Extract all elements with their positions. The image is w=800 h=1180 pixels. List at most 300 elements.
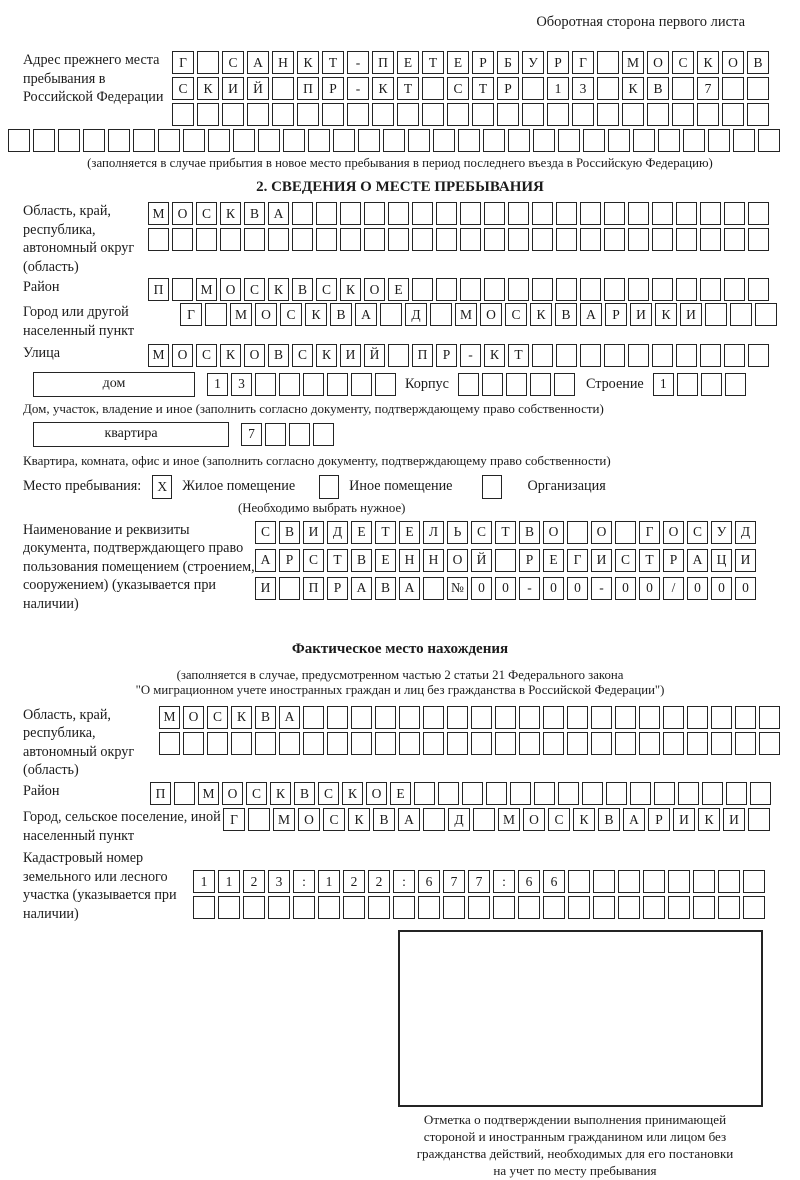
char-cell[interactable] bbox=[472, 103, 494, 126]
char-cell[interactable] bbox=[279, 732, 300, 755]
char-cell[interactable] bbox=[647, 103, 669, 126]
char-cell[interactable]: 0 bbox=[543, 577, 564, 600]
char-cell[interactable]: Й bbox=[471, 549, 492, 572]
organization-checkbox[interactable] bbox=[482, 475, 502, 499]
char-cell[interactable] bbox=[292, 202, 313, 225]
char-cell[interactable] bbox=[293, 896, 315, 919]
char-cell[interactable]: О bbox=[364, 278, 385, 301]
char-cell[interactable] bbox=[556, 228, 577, 251]
char-cell[interactable]: У bbox=[522, 51, 544, 74]
char-cell[interactable]: : bbox=[293, 870, 315, 893]
char-cell[interactable]: 0 bbox=[615, 577, 636, 600]
char-cell[interactable]: Р bbox=[663, 549, 684, 572]
char-cell[interactable] bbox=[313, 423, 334, 446]
char-cell[interactable] bbox=[628, 344, 649, 367]
char-cell[interactable]: М bbox=[148, 344, 169, 367]
char-cell[interactable]: К bbox=[342, 782, 363, 805]
char-cell[interactable]: С bbox=[244, 278, 265, 301]
char-cell[interactable]: В bbox=[373, 808, 395, 831]
char-cell[interactable]: : bbox=[393, 870, 415, 893]
char-cell[interactable] bbox=[497, 103, 519, 126]
char-cell[interactable]: 0 bbox=[567, 577, 588, 600]
char-cell[interactable] bbox=[702, 782, 723, 805]
char-cell[interactable] bbox=[364, 202, 385, 225]
char-cell[interactable] bbox=[597, 103, 619, 126]
char-cell[interactable] bbox=[265, 423, 286, 446]
char-cell[interactable] bbox=[430, 303, 452, 326]
char-cell[interactable]: Д bbox=[327, 521, 348, 544]
char-cell[interactable]: Р bbox=[547, 51, 569, 74]
char-cell[interactable] bbox=[443, 896, 465, 919]
char-cell[interactable]: С bbox=[672, 51, 694, 74]
char-cell[interactable]: - bbox=[347, 51, 369, 74]
char-cell[interactable] bbox=[748, 228, 769, 251]
char-cell[interactable] bbox=[347, 103, 369, 126]
char-cell[interactable]: Г bbox=[180, 303, 202, 326]
char-cell[interactable] bbox=[423, 577, 444, 600]
char-cell[interactable] bbox=[663, 732, 684, 755]
char-cell[interactable]: Р bbox=[322, 77, 344, 100]
char-cell[interactable]: Ц bbox=[711, 549, 732, 572]
char-cell[interactable]: 1 bbox=[207, 373, 228, 396]
char-cell[interactable] bbox=[735, 706, 756, 729]
char-cell[interactable]: Т bbox=[327, 549, 348, 572]
char-cell[interactable]: А bbox=[687, 549, 708, 572]
char-cell[interactable]: 3 bbox=[268, 870, 290, 893]
char-cell[interactable] bbox=[547, 103, 569, 126]
char-cell[interactable]: № bbox=[447, 577, 468, 600]
char-cell[interactable]: К bbox=[220, 202, 241, 225]
char-cell[interactable] bbox=[567, 706, 588, 729]
char-cell[interactable]: 2 bbox=[243, 870, 265, 893]
char-cell[interactable] bbox=[483, 129, 505, 152]
char-cell[interactable]: А bbox=[255, 549, 276, 572]
char-cell[interactable]: Р bbox=[605, 303, 627, 326]
char-cell[interactable] bbox=[508, 129, 530, 152]
char-cell[interactable] bbox=[597, 77, 619, 100]
char-cell[interactable] bbox=[748, 808, 770, 831]
char-cell[interactable]: С bbox=[280, 303, 302, 326]
char-cell[interactable]: : bbox=[493, 870, 515, 893]
char-cell[interactable] bbox=[279, 577, 300, 600]
char-cell[interactable]: К bbox=[655, 303, 677, 326]
char-cell[interactable] bbox=[484, 202, 505, 225]
char-cell[interactable]: Й bbox=[247, 77, 269, 100]
char-cell[interactable] bbox=[672, 103, 694, 126]
char-cell[interactable]: 3 bbox=[572, 77, 594, 100]
char-cell[interactable] bbox=[583, 129, 605, 152]
char-cell[interactable] bbox=[543, 706, 564, 729]
char-cell[interactable]: П bbox=[372, 51, 394, 74]
char-cell[interactable] bbox=[743, 870, 765, 893]
char-cell[interactable]: К bbox=[622, 77, 644, 100]
char-cell[interactable]: Д bbox=[405, 303, 427, 326]
char-cell[interactable] bbox=[468, 896, 490, 919]
apartment-type-box[interactable]: квартира bbox=[33, 422, 229, 447]
char-cell[interactable]: С bbox=[246, 782, 267, 805]
char-cell[interactable] bbox=[593, 870, 615, 893]
char-cell[interactable] bbox=[484, 278, 505, 301]
char-cell[interactable] bbox=[580, 278, 601, 301]
char-cell[interactable] bbox=[639, 706, 660, 729]
char-cell[interactable] bbox=[750, 782, 771, 805]
char-cell[interactable]: С bbox=[255, 521, 276, 544]
char-cell[interactable] bbox=[580, 228, 601, 251]
char-cell[interactable] bbox=[508, 202, 529, 225]
char-cell[interactable]: К bbox=[348, 808, 370, 831]
char-cell[interactable]: Г bbox=[223, 808, 245, 831]
char-cell[interactable] bbox=[618, 896, 640, 919]
char-cell[interactable] bbox=[604, 278, 625, 301]
char-cell[interactable]: Р bbox=[327, 577, 348, 600]
char-cell[interactable]: К bbox=[297, 51, 319, 74]
char-cell[interactable] bbox=[495, 732, 516, 755]
char-cell[interactable] bbox=[408, 129, 430, 152]
char-cell[interactable]: И bbox=[340, 344, 361, 367]
char-cell[interactable]: С bbox=[316, 278, 337, 301]
char-cell[interactable]: Ь bbox=[447, 521, 468, 544]
char-cell[interactable]: И bbox=[591, 549, 612, 572]
char-cell[interactable] bbox=[604, 202, 625, 225]
char-cell[interactable]: Р bbox=[648, 808, 670, 831]
char-cell[interactable] bbox=[687, 732, 708, 755]
char-cell[interactable] bbox=[327, 706, 348, 729]
char-cell[interactable]: П bbox=[150, 782, 171, 805]
char-cell[interactable]: К bbox=[340, 278, 361, 301]
char-cell[interactable] bbox=[683, 129, 705, 152]
char-cell[interactable]: Г bbox=[172, 51, 194, 74]
char-cell[interactable] bbox=[658, 129, 680, 152]
char-cell[interactable] bbox=[351, 732, 372, 755]
char-cell[interactable] bbox=[724, 228, 745, 251]
char-cell[interactable] bbox=[414, 782, 435, 805]
char-cell[interactable]: В bbox=[375, 577, 396, 600]
char-cell[interactable] bbox=[380, 303, 402, 326]
char-cell[interactable] bbox=[580, 344, 601, 367]
char-cell[interactable]: С bbox=[207, 706, 228, 729]
char-cell[interactable] bbox=[722, 103, 744, 126]
char-cell[interactable] bbox=[172, 228, 193, 251]
char-cell[interactable]: К bbox=[231, 706, 252, 729]
char-cell[interactable] bbox=[244, 228, 265, 251]
char-cell[interactable]: С bbox=[505, 303, 527, 326]
char-cell[interactable]: О bbox=[447, 549, 468, 572]
char-cell[interactable]: В bbox=[255, 706, 276, 729]
char-cell[interactable] bbox=[292, 228, 313, 251]
char-cell[interactable]: Е bbox=[388, 278, 409, 301]
char-cell[interactable] bbox=[758, 129, 780, 152]
char-cell[interactable] bbox=[196, 228, 217, 251]
char-cell[interactable]: 6 bbox=[518, 870, 540, 893]
char-cell[interactable] bbox=[652, 278, 673, 301]
char-cell[interactable] bbox=[676, 228, 697, 251]
char-cell[interactable] bbox=[530, 373, 551, 396]
char-cell[interactable] bbox=[268, 228, 289, 251]
char-cell[interactable]: И bbox=[673, 808, 695, 831]
char-cell[interactable]: К bbox=[372, 77, 394, 100]
char-cell[interactable] bbox=[158, 129, 180, 152]
char-cell[interactable] bbox=[303, 732, 324, 755]
char-cell[interactable] bbox=[327, 732, 348, 755]
char-cell[interactable]: Е bbox=[397, 51, 419, 74]
char-cell[interactable] bbox=[393, 896, 415, 919]
char-cell[interactable] bbox=[532, 344, 553, 367]
char-cell[interactable] bbox=[533, 129, 555, 152]
char-cell[interactable]: С bbox=[615, 549, 636, 572]
char-cell[interactable] bbox=[724, 278, 745, 301]
char-cell[interactable] bbox=[508, 228, 529, 251]
char-cell[interactable]: 0 bbox=[711, 577, 732, 600]
char-cell[interactable] bbox=[433, 129, 455, 152]
char-cell[interactable] bbox=[668, 870, 690, 893]
char-cell[interactable] bbox=[460, 278, 481, 301]
char-cell[interactable]: 7 bbox=[697, 77, 719, 100]
char-cell[interactable] bbox=[643, 896, 665, 919]
char-cell[interactable] bbox=[423, 808, 445, 831]
char-cell[interactable] bbox=[148, 228, 169, 251]
char-cell[interactable]: С bbox=[318, 782, 339, 805]
char-cell[interactable] bbox=[628, 202, 649, 225]
char-cell[interactable] bbox=[543, 732, 564, 755]
char-cell[interactable] bbox=[308, 129, 330, 152]
char-cell[interactable] bbox=[733, 129, 755, 152]
char-cell[interactable] bbox=[8, 129, 30, 152]
char-cell[interactable] bbox=[231, 732, 252, 755]
char-cell[interactable] bbox=[458, 129, 480, 152]
char-cell[interactable] bbox=[628, 278, 649, 301]
char-cell[interactable] bbox=[222, 103, 244, 126]
char-cell[interactable]: 1 bbox=[318, 870, 340, 893]
char-cell[interactable]: М bbox=[196, 278, 217, 301]
char-cell[interactable] bbox=[303, 373, 324, 396]
char-cell[interactable] bbox=[340, 202, 361, 225]
char-cell[interactable] bbox=[693, 870, 715, 893]
char-cell[interactable]: М bbox=[622, 51, 644, 74]
char-cell[interactable] bbox=[422, 77, 444, 100]
char-cell[interactable] bbox=[722, 77, 744, 100]
char-cell[interactable]: 7 bbox=[468, 870, 490, 893]
char-cell[interactable] bbox=[197, 51, 219, 74]
char-cell[interactable]: К bbox=[530, 303, 552, 326]
char-cell[interactable] bbox=[748, 278, 769, 301]
char-cell[interactable] bbox=[711, 732, 732, 755]
char-cell[interactable] bbox=[423, 706, 444, 729]
char-cell[interactable]: В bbox=[519, 521, 540, 544]
char-cell[interactable]: К bbox=[220, 344, 241, 367]
char-cell[interactable] bbox=[399, 732, 420, 755]
char-cell[interactable] bbox=[543, 896, 565, 919]
char-cell[interactable] bbox=[174, 782, 195, 805]
char-cell[interactable]: В bbox=[244, 202, 265, 225]
char-cell[interactable] bbox=[759, 706, 780, 729]
char-cell[interactable] bbox=[418, 896, 440, 919]
char-cell[interactable] bbox=[705, 303, 727, 326]
char-cell[interactable]: О bbox=[647, 51, 669, 74]
char-cell[interactable] bbox=[108, 129, 130, 152]
char-cell[interactable]: Б bbox=[497, 51, 519, 74]
char-cell[interactable]: О bbox=[480, 303, 502, 326]
char-cell[interactable]: Н bbox=[423, 549, 444, 572]
char-cell[interactable]: О bbox=[543, 521, 564, 544]
char-cell[interactable]: К bbox=[316, 344, 337, 367]
char-cell[interactable] bbox=[283, 129, 305, 152]
char-cell[interactable]: С bbox=[447, 77, 469, 100]
char-cell[interactable]: И bbox=[735, 549, 756, 572]
char-cell[interactable] bbox=[582, 782, 603, 805]
char-cell[interactable] bbox=[458, 373, 479, 396]
char-cell[interactable] bbox=[693, 896, 715, 919]
char-cell[interactable]: О bbox=[172, 344, 193, 367]
char-cell[interactable] bbox=[556, 344, 577, 367]
char-cell[interactable] bbox=[486, 782, 507, 805]
char-cell[interactable]: В bbox=[598, 808, 620, 831]
char-cell[interactable] bbox=[133, 129, 155, 152]
char-cell[interactable]: В bbox=[351, 549, 372, 572]
char-cell[interactable] bbox=[436, 228, 457, 251]
char-cell[interactable] bbox=[436, 202, 457, 225]
house-type-box[interactable]: дом bbox=[33, 372, 195, 397]
char-cell[interactable] bbox=[412, 278, 433, 301]
char-cell[interactable] bbox=[697, 103, 719, 126]
char-cell[interactable]: С bbox=[471, 521, 492, 544]
char-cell[interactable]: 0 bbox=[639, 577, 660, 600]
char-cell[interactable]: М bbox=[159, 706, 180, 729]
char-cell[interactable] bbox=[247, 103, 269, 126]
char-cell[interactable] bbox=[473, 808, 495, 831]
char-cell[interactable] bbox=[207, 732, 228, 755]
char-cell[interactable]: В bbox=[279, 521, 300, 544]
char-cell[interactable]: А bbox=[268, 202, 289, 225]
residential-checkbox[interactable]: X bbox=[152, 475, 172, 499]
char-cell[interactable]: К bbox=[268, 278, 289, 301]
char-cell[interactable] bbox=[615, 732, 636, 755]
char-cell[interactable] bbox=[508, 278, 529, 301]
char-cell[interactable]: 0 bbox=[735, 577, 756, 600]
char-cell[interactable] bbox=[447, 103, 469, 126]
char-cell[interactable] bbox=[668, 896, 690, 919]
char-cell[interactable]: А bbox=[623, 808, 645, 831]
char-cell[interactable] bbox=[172, 278, 193, 301]
char-cell[interactable]: 1 bbox=[653, 373, 674, 396]
char-cell[interactable] bbox=[568, 870, 590, 893]
char-cell[interactable] bbox=[327, 373, 348, 396]
char-cell[interactable] bbox=[567, 521, 588, 544]
char-cell[interactable]: Е bbox=[399, 521, 420, 544]
char-cell[interactable]: Е bbox=[375, 549, 396, 572]
char-cell[interactable] bbox=[58, 129, 80, 152]
char-cell[interactable] bbox=[726, 782, 747, 805]
char-cell[interactable] bbox=[33, 129, 55, 152]
char-cell[interactable]: - bbox=[460, 344, 481, 367]
char-cell[interactable] bbox=[730, 303, 752, 326]
char-cell[interactable] bbox=[532, 228, 553, 251]
char-cell[interactable]: С bbox=[323, 808, 345, 831]
char-cell[interactable]: О bbox=[222, 782, 243, 805]
char-cell[interactable] bbox=[383, 129, 405, 152]
char-cell[interactable]: С bbox=[687, 521, 708, 544]
char-cell[interactable]: О bbox=[591, 521, 612, 544]
char-cell[interactable]: Т bbox=[472, 77, 494, 100]
char-cell[interactable] bbox=[422, 103, 444, 126]
char-cell[interactable]: П bbox=[297, 77, 319, 100]
char-cell[interactable] bbox=[218, 896, 240, 919]
char-cell[interactable] bbox=[748, 202, 769, 225]
char-cell[interactable] bbox=[388, 228, 409, 251]
char-cell[interactable]: К bbox=[484, 344, 505, 367]
char-cell[interactable]: О bbox=[523, 808, 545, 831]
char-cell[interactable] bbox=[493, 896, 515, 919]
char-cell[interactable] bbox=[197, 103, 219, 126]
char-cell[interactable]: 6 bbox=[418, 870, 440, 893]
char-cell[interactable] bbox=[351, 706, 372, 729]
char-cell[interactable] bbox=[556, 202, 577, 225]
char-cell[interactable] bbox=[522, 77, 544, 100]
char-cell[interactable] bbox=[248, 808, 270, 831]
char-cell[interactable] bbox=[233, 129, 255, 152]
char-cell[interactable] bbox=[593, 896, 615, 919]
char-cell[interactable] bbox=[676, 202, 697, 225]
char-cell[interactable]: 7 bbox=[443, 870, 465, 893]
char-cell[interactable] bbox=[343, 896, 365, 919]
char-cell[interactable] bbox=[183, 732, 204, 755]
char-cell[interactable] bbox=[519, 706, 540, 729]
char-cell[interactable] bbox=[678, 782, 699, 805]
char-cell[interactable] bbox=[372, 103, 394, 126]
char-cell[interactable] bbox=[205, 303, 227, 326]
char-cell[interactable]: О bbox=[663, 521, 684, 544]
char-cell[interactable]: С bbox=[172, 77, 194, 100]
char-cell[interactable]: О bbox=[255, 303, 277, 326]
char-cell[interactable]: Й bbox=[364, 344, 385, 367]
char-cell[interactable]: У bbox=[711, 521, 732, 544]
char-cell[interactable]: Т bbox=[495, 521, 516, 544]
char-cell[interactable]: П bbox=[148, 278, 169, 301]
char-cell[interactable]: Г bbox=[567, 549, 588, 572]
char-cell[interactable] bbox=[482, 373, 503, 396]
char-cell[interactable] bbox=[568, 896, 590, 919]
char-cell[interactable]: П bbox=[303, 577, 324, 600]
char-cell[interactable] bbox=[412, 228, 433, 251]
char-cell[interactable] bbox=[677, 373, 698, 396]
char-cell[interactable] bbox=[272, 77, 294, 100]
char-cell[interactable] bbox=[375, 706, 396, 729]
char-cell[interactable]: М bbox=[455, 303, 477, 326]
char-cell[interactable] bbox=[558, 129, 580, 152]
char-cell[interactable]: М bbox=[198, 782, 219, 805]
char-cell[interactable] bbox=[258, 129, 280, 152]
char-cell[interactable] bbox=[364, 228, 385, 251]
char-cell[interactable] bbox=[606, 782, 627, 805]
char-cell[interactable]: 2 bbox=[343, 870, 365, 893]
char-cell[interactable]: И bbox=[723, 808, 745, 831]
char-cell[interactable]: И bbox=[630, 303, 652, 326]
char-cell[interactable]: Н bbox=[272, 51, 294, 74]
char-cell[interactable]: К bbox=[697, 51, 719, 74]
char-cell[interactable]: О bbox=[183, 706, 204, 729]
char-cell[interactable] bbox=[518, 896, 540, 919]
char-cell[interactable]: Р bbox=[519, 549, 540, 572]
char-cell[interactable] bbox=[687, 706, 708, 729]
char-cell[interactable] bbox=[663, 706, 684, 729]
char-cell[interactable]: Т bbox=[508, 344, 529, 367]
char-cell[interactable] bbox=[580, 202, 601, 225]
char-cell[interactable] bbox=[193, 896, 215, 919]
char-cell[interactable]: В bbox=[294, 782, 315, 805]
char-cell[interactable] bbox=[558, 782, 579, 805]
char-cell[interactable] bbox=[460, 228, 481, 251]
char-cell[interactable] bbox=[208, 129, 230, 152]
char-cell[interactable]: / bbox=[663, 577, 684, 600]
